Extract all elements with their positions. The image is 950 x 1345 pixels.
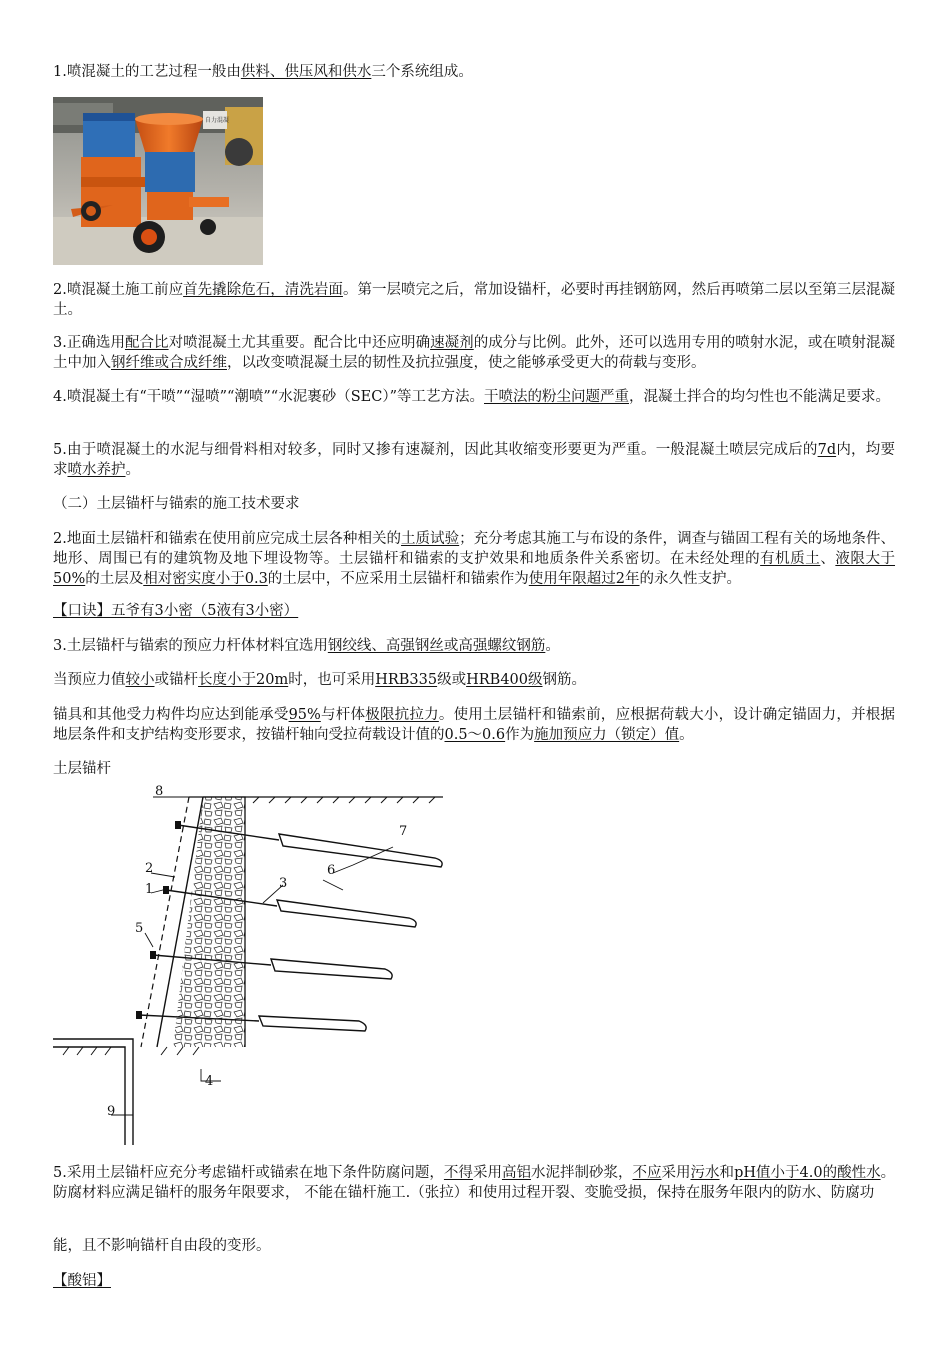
paragraph-spray-methods: 4.喷混凝土有“干喷”“湿喷”“潮喷”“水泥裹砂（SEC）”等工艺方法。干喷法的粉尘问题严重，混凝土拌合的均匀性也不能满足要求。 (53, 389, 890, 405)
mnemonic-acid-aluminum: 【酸铝】 (53, 1273, 111, 1289)
label-9: 9 (107, 1104, 116, 1119)
paragraph-corrosion: 5.采用土层锚杆应充分考虑锚杆或锚索在地下条件防腐问题，不得采用高铝水泥拌制砂浆，不应采用污水和pH值小于4.0的酸性水。防腐材料应满足锚杆的服务年限要求， 不能在锚杆施工.（张拉）和使用过程开裂、变脆受损，保持在服务年限内的防水、防腐功 (53, 1165, 896, 1201)
paragraph-rebar-option: 当预应力值较小或锚杆长度小于20m时，也可采用HRB335级或HRB400级钢筋。 (53, 672, 587, 688)
paragraph-corrosion-continued: 能，且不影响锚杆自由段的变形。 (53, 1238, 271, 1254)
label-1: 1 (145, 882, 154, 897)
sign-text: 自力混凝 (205, 117, 230, 124)
paragraph-shotcrete-systems: 1.喷混凝土的工艺过程一般由供料、供压风和供水三个系统组成。 (53, 64, 473, 80)
paragraph-prestress: 锚具和其他受力构件均应达到能承受95%与杆体极限抗拉力。使用土层锚杆和锚索前，应根据荷载大小，设计确定锚固力，并根据地层条件和支护结构变形要求，按锚杆轴向受拉荷载设计值的0.5～0.6作为施加预应力（锁定）值。 (53, 707, 896, 743)
paragraph-tendon-material: 3.土层锚杆与锚索的预应力杆体材料宜选用钢绞线、高强钢丝或高强螺纹钢筋。 (53, 638, 560, 654)
soil-anchor-diagram (53, 785, 453, 1155)
label-3: 3 (279, 876, 288, 891)
paragraph-soil-anchor-requirements: 2.地面土层锚杆和锚索在使用前应完成土层各种相关的土质试验；充分考虑其施工与布设的条件，调查与锚固工程有关的场地条件、地形、周围已有的建筑物及地下埋设物等。土层锚杆和锚索的支护效果和地质条件关系密切。在未经处理的有机质土、液限大于50%的土层及相对密实度小于0.3的土层中，不应采用土层锚杆和锚索作为使用年限超过2年的永久性支护。 (53, 531, 896, 587)
label-8: 8 (155, 785, 164, 799)
paragraph-curing: 5.由于喷混凝土的水泥与细骨料相对较多，同时又掺有速凝剂，因此其收缩变形要更为严重。一般混凝土喷层完成后的7d内，均要求喷水养护。 (53, 442, 895, 478)
label-4: 4 (205, 1074, 214, 1089)
figure-caption: 土层锚杆 (53, 761, 111, 777)
paragraph-mix-ratio: 3.正确选用配合比对喷混凝土尤其重要。配合比中还应明确速凝剂的成分与比例。此外，还可以选用专用的喷射水泥，或在喷射混凝土中加入钢纤维或合成纤维，以改变喷混凝土层的韧性及抗拉强度，使之能够承受更大的荷载与变形。 (53, 335, 896, 371)
paragraph-preparation: 2.喷混凝土施工前应首先撬除危石，清洗岩面。第一层喷完之后，常加设锚杆，必要时再挂钢筋网，然后再喷第二层以至第三层混凝土。 (53, 282, 896, 318)
label-6: 6 (327, 863, 336, 878)
label-2: 2 (145, 861, 154, 876)
section-heading: （二）土层锚杆与锚索的施工技术要求 (53, 496, 300, 512)
label-7: 7 (399, 824, 408, 839)
mnemonic-line: 【口诀】五爷有3小密（5液有3小密） (53, 603, 299, 619)
label-5: 5 (135, 921, 144, 936)
shotcrete-machine-photo (53, 97, 263, 265)
